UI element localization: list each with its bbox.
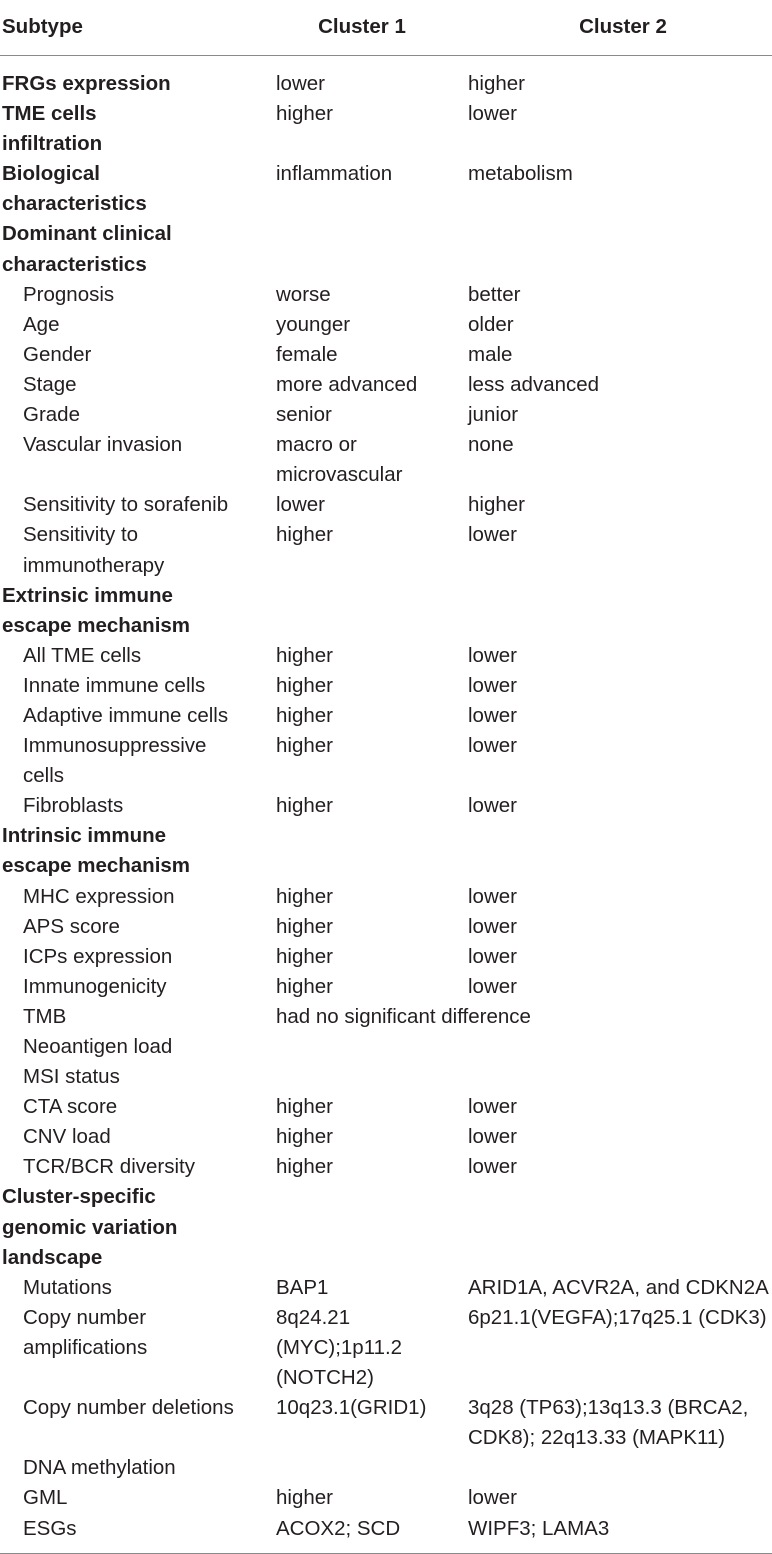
cluster-2-value: older [468, 312, 514, 336]
row-label: Copy number amplifications [23, 1305, 148, 1359]
table-row [0, 1453, 772, 1483]
cluster-1-value: younger [276, 312, 351, 336]
section-row [0, 69, 772, 99]
row-label: Mutations [23, 1275, 112, 1299]
table-row [0, 1002, 772, 1032]
table-body [0, 56, 772, 1553]
row-label: CTA score [23, 1095, 118, 1119]
cluster-1-value: higher [276, 1125, 333, 1149]
row-label: Fibroblasts [23, 794, 124, 818]
row-label: GML [23, 1486, 68, 1510]
cluster-2-value: lower [468, 734, 517, 758]
table-row [0, 912, 772, 942]
cluster-1-value: higher [276, 974, 333, 998]
row-label: APS score [23, 914, 120, 938]
row-label: Cluster-specific genomic variation landscape [2, 1185, 178, 1269]
cluster-2-value: male [468, 342, 513, 366]
table-row [0, 1152, 772, 1182]
cluster-1-value: higher [276, 673, 333, 697]
cluster-2-value: better [468, 282, 521, 306]
cluster-2-value: 3q28 (TP63);13q13.3 (BRCA2, CDK8); 22q13.33 (MAPK11) [468, 1396, 749, 1450]
row-label: Biological characteristics [2, 162, 147, 216]
table-row [0, 280, 772, 310]
cluster-2-value: lower [468, 1125, 517, 1149]
table-row [0, 972, 772, 1002]
table-row [0, 400, 772, 430]
row-label: DNA methylation [23, 1456, 176, 1480]
row-label: CNV load [23, 1125, 111, 1149]
cluster-2-value: lower [468, 974, 517, 998]
row-label: Vascular invasion [23, 433, 183, 457]
cluster-2-value: lower [468, 944, 517, 968]
cluster-2-value: WIPF3; LAMA3 [468, 1516, 610, 1540]
row-label: Copy number deletions [23, 1396, 234, 1420]
cluster-1-value: higher [276, 643, 333, 667]
cluster-2-value: ARID1A, ACVR2A, and CDKN2A [468, 1275, 769, 1299]
row-label: TMB [23, 1004, 67, 1028]
section-row [0, 1182, 772, 1272]
table-row [0, 1393, 772, 1453]
row-label: Immunogenicity [23, 974, 167, 998]
row-label: Innate immune cells [23, 673, 206, 697]
table-row [0, 731, 772, 791]
cluster-2-value: metabolism [468, 162, 573, 186]
row-label: Neoantigen load [23, 1035, 173, 1058]
cluster-1-value: BAP1 [276, 1275, 329, 1299]
cluster-2-value: lower [468, 643, 517, 667]
row-label: Gender [23, 342, 92, 366]
cluster-2-value: lower [468, 703, 517, 727]
row-label: Intrinsic immune escape mechanism [2, 824, 191, 878]
table-row [0, 310, 772, 340]
header-subtype: Subtype [2, 15, 83, 39]
table-row [0, 1483, 772, 1513]
cluster-1-value: higher [276, 794, 333, 818]
cluster-2-value: junior [468, 403, 519, 427]
cluster-1-value: inflammation [276, 162, 393, 186]
table-row [0, 641, 772, 671]
cluster-1-value: female [276, 342, 338, 366]
cluster-2-value: 6p21.1(VEGFA);17q25.1 (CDK3) [468, 1305, 767, 1329]
row-label: Sensitivity to sorafenib [23, 493, 229, 517]
row-label: Immunosuppressive cells [23, 734, 207, 788]
table-row [0, 882, 772, 912]
cluster-1-value: higher [276, 102, 333, 126]
table-row [0, 1032, 772, 1062]
cluster-2-value: lower [468, 794, 517, 818]
row-label: MHC expression [23, 884, 175, 908]
row-label: ESGs [23, 1516, 77, 1540]
row-label: Adaptive immune cells [23, 703, 229, 727]
section-row [0, 581, 772, 641]
row-label: Stage [23, 372, 77, 396]
cluster-2-value: less advanced [468, 372, 600, 396]
section-row [0, 219, 772, 279]
cluster-2-value: lower [468, 884, 517, 908]
cluster-2-value: lower [468, 1155, 517, 1179]
cluster-1-value: higher [276, 1486, 333, 1510]
table-row [0, 1514, 772, 1544]
section-row [0, 99, 772, 159]
row-label: Prognosis [23, 282, 115, 306]
table-row [0, 701, 772, 731]
cluster-2-value: none [468, 433, 514, 457]
row-label: MSI status [23, 1065, 120, 1089]
cluster-1-value: higher [276, 734, 333, 758]
bottom-rule [0, 1553, 772, 1554]
cluster-1-value: ACOX2; SCD [276, 1516, 401, 1540]
row-label: Sensitivity to immunotherapy [23, 523, 165, 577]
cluster-2-value: lower [468, 523, 517, 547]
cluster-1-value: lower [276, 72, 325, 95]
cluster-1-value: higher [276, 944, 333, 968]
table-row [0, 490, 772, 520]
cluster-1-value: higher [276, 884, 333, 908]
cluster-1-value: 10q23.1(GRID1) [276, 1396, 427, 1420]
row-label: Extrinsic immune escape mechanism [2, 583, 191, 637]
cluster-1-value: senior [276, 403, 332, 427]
row-label: TCR/BCR diversity [23, 1155, 195, 1179]
cluster-1-value: 8q24.21 (MYC);1p11.2 (NOTCH2) [276, 1305, 403, 1390]
row-label: All TME cells [23, 643, 142, 667]
cluster-2-value: higher [468, 493, 525, 517]
header-cluster-1: Cluster 1 [318, 15, 406, 39]
cluster-2-value: higher [468, 72, 525, 95]
cluster-2-value: lower [468, 1095, 517, 1119]
table-row [0, 370, 772, 400]
cluster-1-value: worse [276, 282, 331, 306]
cluster-1-value: higher [276, 914, 333, 938]
cluster-2-value: lower [468, 673, 517, 697]
row-spanned-value: had no significant difference [276, 1004, 531, 1028]
table-row [0, 1122, 772, 1152]
table-row [0, 1273, 772, 1303]
table-header [0, 0, 772, 55]
row-label: ICPs expression [23, 944, 173, 968]
cluster-1-value: more advanced [276, 372, 418, 396]
cluster-2-value: lower [468, 914, 517, 938]
table-row [0, 1062, 772, 1092]
cluster-1-value: lower [276, 493, 325, 517]
cluster-1-value: higher [276, 1095, 333, 1119]
table-row [0, 1092, 772, 1122]
table-row [0, 430, 772, 490]
cluster-1-value: higher [276, 523, 333, 547]
cluster-1-value: macro or microvascular [276, 433, 403, 487]
section-row [0, 159, 772, 219]
table-row [0, 340, 772, 370]
cluster-2-value: lower [468, 1486, 517, 1510]
section-row [0, 821, 772, 881]
cluster-2-value: lower [468, 102, 517, 126]
table-row [0, 520, 772, 580]
header-cluster-2: Cluster 2 [579, 15, 667, 39]
table-row [0, 791, 772, 821]
row-label: TME cells infiltration [2, 102, 103, 156]
row-label: Age [23, 312, 60, 336]
row-label: FRGs expression [2, 72, 171, 95]
row-label: Dominant clinical characteristics [2, 222, 172, 276]
table-row [0, 671, 772, 701]
row-label: Grade [23, 403, 80, 427]
table-row [0, 942, 772, 972]
table-row [0, 1303, 772, 1393]
cluster-1-value: higher [276, 1155, 333, 1179]
cluster-1-value: higher [276, 703, 333, 727]
